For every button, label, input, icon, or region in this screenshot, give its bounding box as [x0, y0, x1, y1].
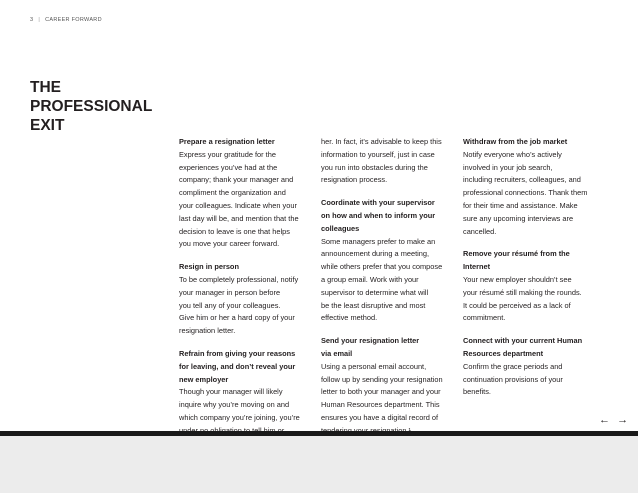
section-heading: new employer	[179, 374, 229, 384]
title-line: EXIT	[30, 117, 65, 134]
page-navigation	[599, 414, 630, 426]
section-heading: colleagues	[321, 223, 360, 233]
section-connect-hr	[463, 335, 599, 399]
body-line: including recruiters, colleagues, and	[463, 175, 581, 185]
section-heading: Resources department	[463, 348, 544, 358]
footer-divider	[0, 431, 638, 436]
body-line: experiences you’ve had at the	[179, 162, 278, 172]
section-heading: Internet	[463, 262, 491, 272]
body-line: It could be perceived as a lack of	[463, 300, 571, 310]
section-heading: Send your resignation letter	[321, 336, 420, 346]
body-line: be the least disruptive and most	[321, 300, 426, 310]
body-line: letter to both your manager and your	[321, 387, 441, 397]
previous-page-icon[interactable]: ←	[599, 414, 612, 426]
body-line: announcement during a meeting,	[321, 249, 430, 259]
section-resignation-letter	[179, 136, 312, 251]
body-line: your manager in person before	[179, 287, 281, 297]
text-column-3	[463, 136, 599, 409]
section-refrain-reasons	[179, 348, 312, 438]
body-line: Give him or her a hard copy of your	[179, 313, 295, 323]
body-line: supervisor to determine what will	[321, 287, 429, 297]
section-heading: via email	[321, 348, 353, 358]
body-line: professional connections. Thank them	[463, 188, 588, 198]
body-line: Your new employer shouldn’t see	[463, 274, 572, 284]
body-line: sure any upcoming interviews are	[463, 213, 574, 223]
title-line: THE	[30, 79, 61, 96]
body-line: while others prefer that you compose	[321, 262, 443, 272]
body-line: compliment the organization and	[179, 188, 286, 198]
section-coordinate-supervisor	[321, 197, 458, 325]
body-line: involved in your job search,	[463, 162, 553, 172]
body-line: Some managers prefer to make an	[321, 236, 436, 246]
section-remove-resume	[463, 248, 599, 325]
section-continuation	[321, 136, 458, 187]
body-line: Notify everyone who’s actively	[463, 149, 562, 159]
body-line: her. In fact, it’s advisable to keep this	[321, 137, 442, 146]
section-resign-in-person	[179, 261, 312, 338]
body-line: you move your career forward.	[179, 239, 280, 249]
body-line: your colleagues. Indicate when your	[179, 200, 297, 210]
page-header	[30, 17, 102, 23]
next-page-icon[interactable]: →	[617, 414, 631, 426]
section-heading: Remove your résumé from the	[463, 249, 570, 259]
section-heading: for leaving, and don’t reveal your	[179, 361, 296, 371]
body-line: Though your manager will likely	[179, 387, 283, 397]
body-line: for their time and assistance. Make	[463, 200, 578, 210]
body-line: a group email. Work with your	[321, 274, 419, 284]
section-heading: Coordinate with your supervisor	[321, 198, 435, 208]
text-column-2	[321, 136, 458, 448]
body-line: benefits.	[463, 387, 491, 397]
body-line: Using a personal email account,	[321, 361, 427, 371]
body-line: To be completely professional, notify	[179, 274, 299, 284]
section-name: CAREER FORWARD	[45, 17, 102, 23]
page-title	[30, 78, 152, 135]
body-line: effective method.	[321, 313, 378, 323]
body-line: your résumé still making the rounds.	[463, 287, 582, 297]
section-heading: Connect with your current Human	[463, 336, 583, 346]
section-send-via-email	[321, 335, 458, 437]
body-line: which company you’re joining, you’re	[179, 412, 300, 422]
body-line: resignation letter.	[179, 326, 236, 336]
body-line: you tell any of your colleagues.	[179, 300, 281, 310]
body-line: you run into obstacles during the	[321, 162, 428, 172]
body-line: Human Resources department. This	[321, 400, 440, 410]
body-line: inquire why you’re moving on and	[179, 400, 290, 410]
section-heading: Refrain from giving your reasons	[179, 348, 296, 358]
body-line: continuation provisions of your	[463, 374, 563, 384]
body-line: information to yourself, just in case	[321, 149, 435, 159]
body-line: Express your gratitude for the	[179, 149, 276, 159]
section-withdraw-job-market	[463, 136, 599, 238]
body-line: follow up by sending your resignation	[321, 374, 443, 384]
body-line: company; thank your manager and	[179, 175, 294, 185]
section-heading: on how and when to inform your	[321, 210, 436, 220]
section-heading: Withdraw from the job market	[463, 137, 568, 146]
footer-band	[0, 431, 638, 493]
header-separator: |	[38, 17, 41, 23]
body-line: commitment.	[463, 313, 506, 323]
section-heading: Resign in person	[179, 262, 239, 272]
body-line: decision to leave is one that helps	[179, 226, 290, 236]
body-line: cancelled.	[463, 226, 497, 236]
body-line: last day will be, and mention that the	[179, 213, 299, 223]
page-number: 3	[30, 17, 34, 23]
section-heading: Prepare a resignation letter	[179, 137, 275, 146]
body-line: resignation process.	[321, 175, 388, 185]
body-line: Confirm the grace periods and	[463, 361, 563, 371]
body-line: ensures you have a digital record of	[321, 412, 439, 422]
title-line: PROFESSIONAL	[30, 98, 153, 115]
text-column-1	[179, 136, 312, 448]
